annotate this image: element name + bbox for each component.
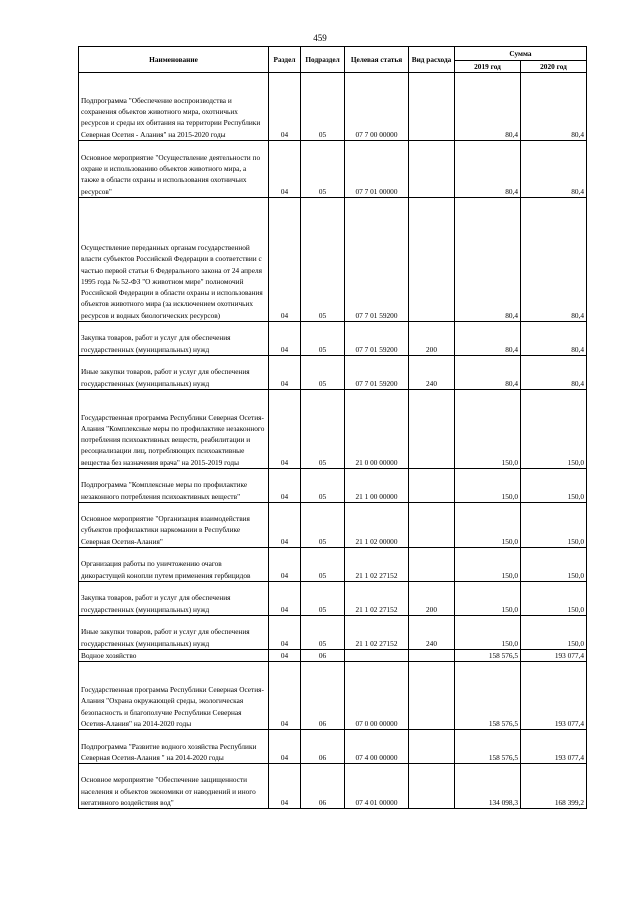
row-subsection: 05 [301, 616, 345, 650]
row-expense-type [409, 548, 455, 582]
row-sum-2020: 150,0 [521, 548, 587, 582]
row-section: 04 [269, 582, 301, 616]
row-expense-type [409, 469, 455, 503]
row-subsection: 05 [301, 582, 345, 616]
row-subsection: 06 [301, 730, 345, 764]
row-expense-type [409, 141, 455, 198]
row-sum-2019: 158 576,5 [455, 662, 521, 730]
row-sum-2020: 80,4 [521, 73, 587, 141]
row-sum-2020: 80,4 [521, 322, 587, 356]
table-row [79, 73, 587, 141]
row-target-article: 07 7 01 00000 [345, 141, 409, 198]
row-sum-2020: 168 399,2 [521, 764, 587, 809]
row-name: Закупка товаров, работ и услуг для обеспечения государственных (муниципальных) нужд [79, 322, 269, 356]
row-sum-2020: 193 077,4 [521, 662, 587, 730]
row-sum-2019: 150,0 [455, 469, 521, 503]
row-expense-type: 240 [409, 616, 455, 650]
row-section: 04 [269, 469, 301, 503]
table-row [79, 469, 587, 503]
row-sum-2019: 134 098,3 [455, 764, 521, 809]
row-target-article: 21 0 00 00000 [345, 390, 409, 469]
row-name: Основное мероприятие "Организация взаимодействия субъектов профилактики наркомании в Республике Северная Осетия-Алания" [79, 503, 269, 548]
row-name: Подпрограмма "Развитие водного хозяйства Республики Северная Осетия-Алания " на 2014-2020 годы [79, 730, 269, 764]
row-name: Подпрограмма "Обеспечение воспроизводства и сохранения объектов животного мира, охотничьих ресурсов и среды их обитания на территории Республики Северная Осетия - Алания" на 2015-2020 годы [79, 73, 269, 141]
header-subsection: Подраздел [301, 47, 345, 73]
header-expense-type: Вид расхода [409, 47, 455, 73]
table-row [79, 764, 587, 809]
table-row [79, 616, 587, 650]
row-name: Иные закупки товаров, работ и услуг для обеспечения государственных (муниципальных) нужд [79, 616, 269, 650]
row-sum-2020: 150,0 [521, 469, 587, 503]
row-expense-type [409, 390, 455, 469]
row-sum-2020: 150,0 [521, 582, 587, 616]
row-subsection: 05 [301, 141, 345, 198]
row-expense-type: 200 [409, 582, 455, 616]
table-row [79, 198, 587, 322]
row-target-article: 07 7 01 59200 [345, 198, 409, 322]
row-section: 04 [269, 356, 301, 390]
row-sum-2019: 80,4 [455, 356, 521, 390]
table-row [79, 548, 587, 582]
row-target-article: 21 1 00 00000 [345, 469, 409, 503]
table-row [79, 141, 587, 198]
row-name: Основное мероприятие "Обеспечение защищенности населения и объектов экономики от наводнений и иного негативного воздействия вод" [79, 764, 269, 809]
table-row [79, 730, 587, 764]
row-name: Государственная программа Республики Северная Осетия-Алания "Комплексные меры по профилактике незаконного потребления психоактивных веществ, реабилитации и ресоциализации лиц, потребляющих психоактивные вещества без назначения врача" на 2015-2019 годы [79, 390, 269, 469]
row-sum-2019: 150,0 [455, 390, 521, 469]
row-section: 04 [269, 764, 301, 809]
row-subsection: 05 [301, 503, 345, 548]
row-subsection: 05 [301, 73, 345, 141]
row-expense-type: 200 [409, 322, 455, 356]
row-target-article: 21 1 02 27152 [345, 616, 409, 650]
row-expense-type [409, 730, 455, 764]
table-row [79, 650, 587, 662]
row-section: 04 [269, 141, 301, 198]
row-sum-2020: 193 077,4 [521, 730, 587, 764]
row-section: 04 [269, 662, 301, 730]
row-target-article [345, 650, 409, 662]
row-subsection: 06 [301, 764, 345, 809]
row-sum-2020: 80,4 [521, 356, 587, 390]
row-sum-2020: 150,0 [521, 390, 587, 469]
row-sum-2020: 80,4 [521, 198, 587, 322]
row-section: 04 [269, 548, 301, 582]
row-section: 04 [269, 730, 301, 764]
table-row [79, 662, 587, 730]
row-target-article: 21 1 02 27152 [345, 548, 409, 582]
row-expense-type [409, 198, 455, 322]
row-sum-2020: 193 077,4 [521, 650, 587, 662]
row-expense-type [409, 662, 455, 730]
row-section: 04 [269, 616, 301, 650]
row-expense-type [409, 650, 455, 662]
row-section: 04 [269, 503, 301, 548]
row-section: 04 [269, 390, 301, 469]
row-expense-type: 240 [409, 356, 455, 390]
row-sum-2019: 80,4 [455, 322, 521, 356]
row-subsection: 05 [301, 198, 345, 322]
row-target-article: 07 7 01 59200 [345, 356, 409, 390]
row-sum-2019: 80,4 [455, 141, 521, 198]
row-sum-2019: 80,4 [455, 73, 521, 141]
row-sum-2020: 150,0 [521, 616, 587, 650]
row-section: 04 [269, 322, 301, 356]
header-sum: Сумма [455, 47, 587, 61]
row-target-article: 07 7 00 00000 [345, 73, 409, 141]
row-name: Водное хозяйство [79, 650, 269, 662]
row-section: 04 [269, 198, 301, 322]
table-row [79, 582, 587, 616]
budget-table [78, 46, 587, 809]
table-row [79, 390, 587, 469]
row-target-article: 21 1 02 00000 [345, 503, 409, 548]
row-section: 04 [269, 650, 301, 662]
row-sum-2019: 158 576,5 [455, 730, 521, 764]
row-target-article: 07 4 01 00000 [345, 764, 409, 809]
row-subsection: 05 [301, 469, 345, 503]
row-name: Основное мероприятие "Осуществление деятельности по охране и использованию объектов животного мира, а также в области охраны и использования охотничьих ресурсов" [79, 141, 269, 198]
row-subsection: 05 [301, 390, 345, 469]
row-sum-2019: 150,0 [455, 503, 521, 548]
row-subsection: 05 [301, 356, 345, 390]
table-row [79, 503, 587, 548]
row-name: Подпрограмма "Комплексные меры по профилактике незаконного потребления психоактивных веществ" [79, 469, 269, 503]
table-body [79, 73, 587, 809]
row-expense-type [409, 764, 455, 809]
row-sum-2019: 150,0 [455, 582, 521, 616]
row-name: Иные закупки товаров, работ и услуг для обеспечения государственных (муниципальных) нужд [79, 356, 269, 390]
table-row [79, 322, 587, 356]
row-sum-2019: 158 576,5 [455, 650, 521, 662]
row-name: Осуществление переданных органам государственной власти субъектов Российской Федерации в соответствии с частью первой статьи 6 Федерального закона от 24 апреля 1995 года № 52-ФЗ "О животном мире" полномочий Российской Федерации в области охраны и использования объектов животного мира (за исключением охотничьих ресурсов и водных биологических ресурсов) [79, 198, 269, 322]
row-sum-2019: 80,4 [455, 198, 521, 322]
row-target-article: 07 0 00 00000 [345, 662, 409, 730]
row-name: Государственная программа Республики Северная Осетия-Алания "Охрана окружающей среды, экологическая безопасность и благополучие Республики Северная Осетия-Алания" на 2014-2020 годы [79, 662, 269, 730]
row-target-article: 21 1 02 27152 [345, 582, 409, 616]
row-subsection: 05 [301, 548, 345, 582]
page-number: 459 [313, 33, 327, 43]
row-name: Организация работы по уничтожению очагов дикорастущей конопли путем применения гербицидов [79, 548, 269, 582]
row-sum-2019: 150,0 [455, 616, 521, 650]
header-year-2020: 2020 год [521, 61, 587, 73]
row-subsection: 05 [301, 322, 345, 356]
table-row [79, 356, 587, 390]
header-target-article: Целевая статья [345, 47, 409, 73]
row-expense-type [409, 73, 455, 141]
row-sum-2020: 80,4 [521, 141, 587, 198]
header-year-2019: 2019 год [455, 61, 521, 73]
row-target-article: 07 4 00 00000 [345, 730, 409, 764]
header-name: Наименование [79, 47, 269, 73]
header-section: Раздел [269, 47, 301, 73]
row-expense-type [409, 503, 455, 548]
row-section: 04 [269, 73, 301, 141]
row-subsection: 06 [301, 662, 345, 730]
row-target-article: 07 7 01 59200 [345, 322, 409, 356]
row-subsection: 06 [301, 650, 345, 662]
row-name: Закупка товаров, работ и услуг для обеспечения государственных (муниципальных) нужд [79, 582, 269, 616]
row-sum-2019: 150,0 [455, 548, 521, 582]
row-sum-2020: 150,0 [521, 503, 587, 548]
